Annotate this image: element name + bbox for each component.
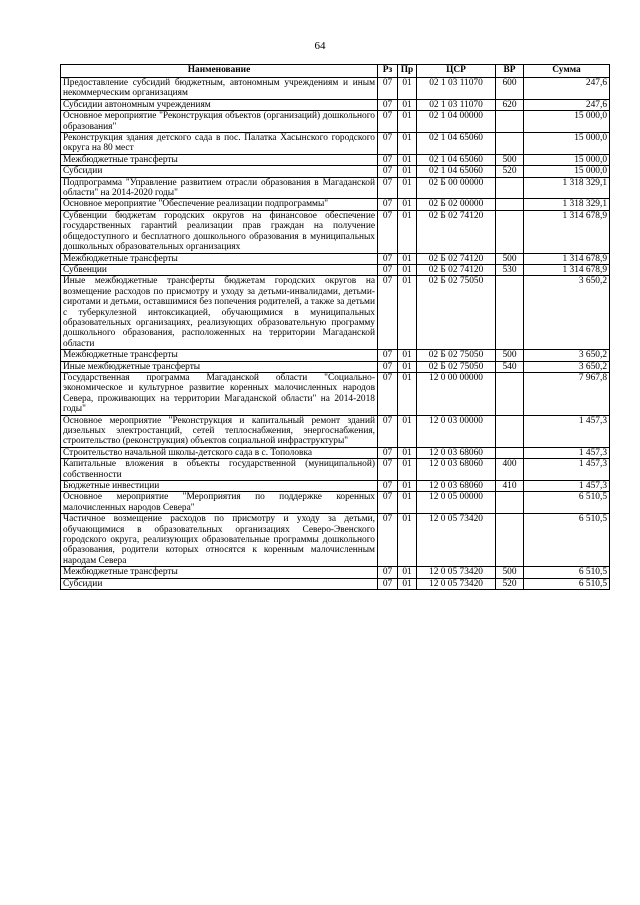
row-sum: 6 510,5	[524, 578, 610, 589]
row-pr: 01	[398, 481, 417, 492]
table-row	[61, 133, 610, 155]
row-pr: 01	[398, 350, 417, 361]
row-name: Межбюджетные трансферты	[61, 567, 378, 578]
row-vr	[496, 177, 524, 199]
row-name: Субсидии	[61, 578, 378, 589]
row-pr: 01	[398, 567, 417, 578]
row-sum: 247,6	[524, 99, 610, 110]
row-sum: 247,6	[524, 78, 610, 100]
row-rz: 07	[378, 166, 398, 177]
row-rz: 07	[378, 567, 398, 578]
table-row	[61, 578, 610, 589]
row-pr: 01	[398, 99, 417, 110]
row-sum: 1 318 329,1	[524, 177, 610, 199]
row-vr	[496, 514, 524, 567]
table-row	[61, 350, 610, 361]
row-name: Межбюджетные трансферты	[61, 350, 378, 361]
table-row	[61, 264, 610, 275]
row-vr	[496, 199, 524, 210]
row-vr: 530	[496, 264, 524, 275]
row-sum: 1 457,3	[524, 447, 610, 458]
row-vr: 620	[496, 99, 524, 110]
row-pr: 01	[398, 447, 417, 458]
table-row	[61, 78, 610, 100]
row-vr: 520	[496, 166, 524, 177]
row-vr	[496, 111, 524, 133]
row-name: Иные межбюджетные трансферты	[61, 361, 378, 372]
header-rz: Рз	[378, 65, 398, 78]
row-pr: 01	[398, 459, 417, 481]
row-rz: 07	[378, 154, 398, 165]
row-pr: 01	[398, 372, 417, 415]
table-body	[61, 78, 610, 590]
row-vr: 500	[496, 350, 524, 361]
row-sum: 1 314 678,9	[524, 253, 610, 264]
table-row	[61, 415, 610, 447]
row-sum: 1 457,3	[524, 415, 610, 447]
row-csr: 02 Б 02 75050	[417, 350, 496, 361]
row-rz: 07	[378, 492, 398, 514]
row-pr: 01	[398, 415, 417, 447]
row-sum: 3 650,2	[524, 350, 610, 361]
row-name: Основное мероприятие "Реконструкция и капитальный ремонт зданий дизельных электростанций, сетей теплоснабжения, энергоснабжения, строительство (реконструкция) объектов социальной инфраструктуры"	[61, 415, 378, 447]
row-pr: 01	[398, 154, 417, 165]
row-rz: 07	[378, 177, 398, 199]
table-row	[61, 154, 610, 165]
row-vr	[496, 372, 524, 415]
row-csr: 02 Б 00 00000	[417, 177, 496, 199]
header-vr: ВР	[496, 65, 524, 78]
row-pr: 01	[398, 78, 417, 100]
row-rz: 07	[378, 111, 398, 133]
row-vr: 400	[496, 459, 524, 481]
row-csr: 12 0 03 68060	[417, 481, 496, 492]
table-row	[61, 492, 610, 514]
row-vr	[496, 133, 524, 155]
row-vr: 540	[496, 361, 524, 372]
row-pr: 01	[398, 177, 417, 199]
row-rz: 07	[378, 99, 398, 110]
row-pr: 01	[398, 514, 417, 567]
row-sum: 1 318 329,1	[524, 199, 610, 210]
row-pr: 01	[398, 253, 417, 264]
row-rz: 07	[378, 578, 398, 589]
row-csr: 02 1 04 65060	[417, 166, 496, 177]
table-row	[61, 567, 610, 578]
row-csr: 02 1 03 11070	[417, 99, 496, 110]
row-name: Бюджетные инвестиции	[61, 481, 378, 492]
table-row	[61, 447, 610, 458]
row-rz: 07	[378, 264, 398, 275]
row-vr: 500	[496, 253, 524, 264]
row-csr: 12 0 03 00000	[417, 415, 496, 447]
row-csr: 02 1 03 11070	[417, 78, 496, 100]
header-csr: ЦСР	[417, 65, 496, 78]
row-sum: 15 000,0	[524, 166, 610, 177]
row-name: Предоставление субсидий бюджетным, автономным учреждениям и иным некоммерческим организациям	[61, 78, 378, 100]
header-pr: Пр	[398, 65, 417, 78]
row-csr: 02 1 04 65060	[417, 154, 496, 165]
row-sum: 1 457,3	[524, 481, 610, 492]
row-sum: 3 650,2	[524, 361, 610, 372]
row-rz: 07	[378, 459, 398, 481]
row-rz: 07	[378, 210, 398, 253]
row-csr: 12 0 00 00000	[417, 372, 496, 415]
row-vr: 410	[496, 481, 524, 492]
row-csr: 12 0 05 73420	[417, 578, 496, 589]
row-vr	[496, 492, 524, 514]
header-sum: Сумма	[524, 65, 610, 78]
row-name: Основное мероприятие "Мероприятия по поддержке коренных малочисленных народов Севера"	[61, 492, 378, 514]
row-name: Строительство начальной школы-детского сада в с. Тополовка	[61, 447, 378, 458]
row-csr: 02 Б 02 75050	[417, 361, 496, 372]
row-csr: 02 Б 02 74120	[417, 253, 496, 264]
row-rz: 07	[378, 276, 398, 350]
table-row	[61, 361, 610, 372]
row-rz: 07	[378, 415, 398, 447]
row-rz: 07	[378, 133, 398, 155]
row-pr: 01	[398, 361, 417, 372]
row-pr: 01	[398, 264, 417, 275]
row-sum: 6 510,5	[524, 567, 610, 578]
table-row	[61, 372, 610, 415]
budget-table	[60, 64, 610, 590]
row-sum: 1 314 678,9	[524, 264, 610, 275]
table-row	[61, 459, 610, 481]
row-rz: 07	[378, 350, 398, 361]
row-csr: 12 0 05 73420	[417, 567, 496, 578]
row-sum: 6 510,5	[524, 514, 610, 567]
row-pr: 01	[398, 166, 417, 177]
row-name: Субсидии	[61, 166, 378, 177]
row-sum: 15 000,0	[524, 133, 610, 155]
row-sum: 15 000,0	[524, 154, 610, 165]
row-pr: 01	[398, 133, 417, 155]
row-name: Основное мероприятие "Реконструкция объектов (организаций) дошкольного образования"	[61, 111, 378, 133]
row-rz: 07	[378, 514, 398, 567]
row-csr: 02 Б 02 74120	[417, 210, 496, 253]
row-vr	[496, 415, 524, 447]
row-rz: 07	[378, 372, 398, 415]
row-vr	[496, 210, 524, 253]
row-sum: 1 457,3	[524, 459, 610, 481]
row-name: Государственная программа Магаданской области "Социально-экономическое и культурное развитие коренных малочисленных народов Севера, проживающих на территории Магаданской области" на 2014-2018 годы"	[61, 372, 378, 415]
row-vr: 520	[496, 578, 524, 589]
row-pr: 01	[398, 578, 417, 589]
table-header-row	[61, 65, 610, 78]
row-csr: 02 Б 02 00000	[417, 199, 496, 210]
table-row	[61, 177, 610, 199]
row-vr: 600	[496, 78, 524, 100]
row-csr: 02 1 04 00000	[417, 111, 496, 133]
row-sum: 3 650,2	[524, 276, 610, 350]
table-row	[61, 99, 610, 110]
row-rz: 07	[378, 447, 398, 458]
row-csr: 02 1 04 65060	[417, 133, 496, 155]
table-row	[61, 514, 610, 567]
row-rz: 07	[378, 78, 398, 100]
row-sum: 7 967,8	[524, 372, 610, 415]
row-name: Субвенции	[61, 264, 378, 275]
row-vr: 500	[496, 154, 524, 165]
row-csr: 02 Б 02 74120	[417, 264, 496, 275]
row-pr: 01	[398, 199, 417, 210]
table-row	[61, 481, 610, 492]
row-name: Субсидии автономным учреждениям	[61, 99, 378, 110]
row-csr: 12 0 03 68060	[417, 447, 496, 458]
row-sum: 15 000,0	[524, 111, 610, 133]
row-csr: 12 0 05 00000	[417, 492, 496, 514]
row-vr	[496, 447, 524, 458]
row-sum: 1 314 678,9	[524, 210, 610, 253]
row-name: Частичное возмещение расходов по присмотру и уходу за детьми, обучающимися в образовательных организациях Северо-Эвенского городского округа, реализующих образовательные программы дошкольного образования, родители которых относятся к коренным малочисленным народам Севера	[61, 514, 378, 567]
row-vr	[496, 276, 524, 350]
row-csr: 02 Б 02 75050	[417, 276, 496, 350]
table-row	[61, 276, 610, 350]
row-rz: 07	[378, 481, 398, 492]
table-row	[61, 253, 610, 264]
header-name: Наименование	[61, 65, 378, 78]
row-sum: 6 510,5	[524, 492, 610, 514]
row-rz: 07	[378, 361, 398, 372]
table-row	[61, 210, 610, 253]
row-csr: 12 0 05 73420	[417, 514, 496, 567]
row-pr: 01	[398, 111, 417, 133]
table-row	[61, 166, 610, 177]
row-name: Субвенции бюджетам городских округов на финансовое обеспечение государственных гарантий реализации прав граждан на получение общедоступного и бесплатного дошкольного образования в муниципальных дошкольных образовательных организациях	[61, 210, 378, 253]
row-name: Иные межбюджетные трансферты бюджетам городских округов на возмещение расходов по присмотру и уходу за детьми-инвалидами, детьми-сиротами и детьми, оставшимися без попечения родителей, а также за детьми с туберкулезной интоксикацией, обучающимися в муниципальных образовательных организациях, реализующих образовательную программу дошкольного образования, расположенных на территории Магаданской области	[61, 276, 378, 350]
row-name: Основное мероприятие "Обеспечение реализации подпрограммы"	[61, 199, 378, 210]
table-row	[61, 111, 610, 133]
row-name: Подпрограмма "Управление развитием отрасли образования в Магаданской области" на 2014-2020 годы"	[61, 177, 378, 199]
row-name: Реконструкция здания детского сада в пос. Палатка Хасынского городского округа на 80 мест	[61, 133, 378, 155]
row-vr: 500	[496, 567, 524, 578]
row-pr: 01	[398, 276, 417, 350]
row-name: Межбюджетные трансферты	[61, 253, 378, 264]
row-name: Капитальные вложения в объекты государственной (муниципальной) собственности	[61, 459, 378, 481]
row-csr: 12 0 03 68060	[417, 459, 496, 481]
row-rz: 07	[378, 199, 398, 210]
page-number: 64	[314, 40, 326, 52]
row-rz: 07	[378, 253, 398, 264]
row-pr: 01	[398, 492, 417, 514]
table-row	[61, 199, 610, 210]
row-name: Межбюджетные трансферты	[61, 154, 378, 165]
row-pr: 01	[398, 210, 417, 253]
